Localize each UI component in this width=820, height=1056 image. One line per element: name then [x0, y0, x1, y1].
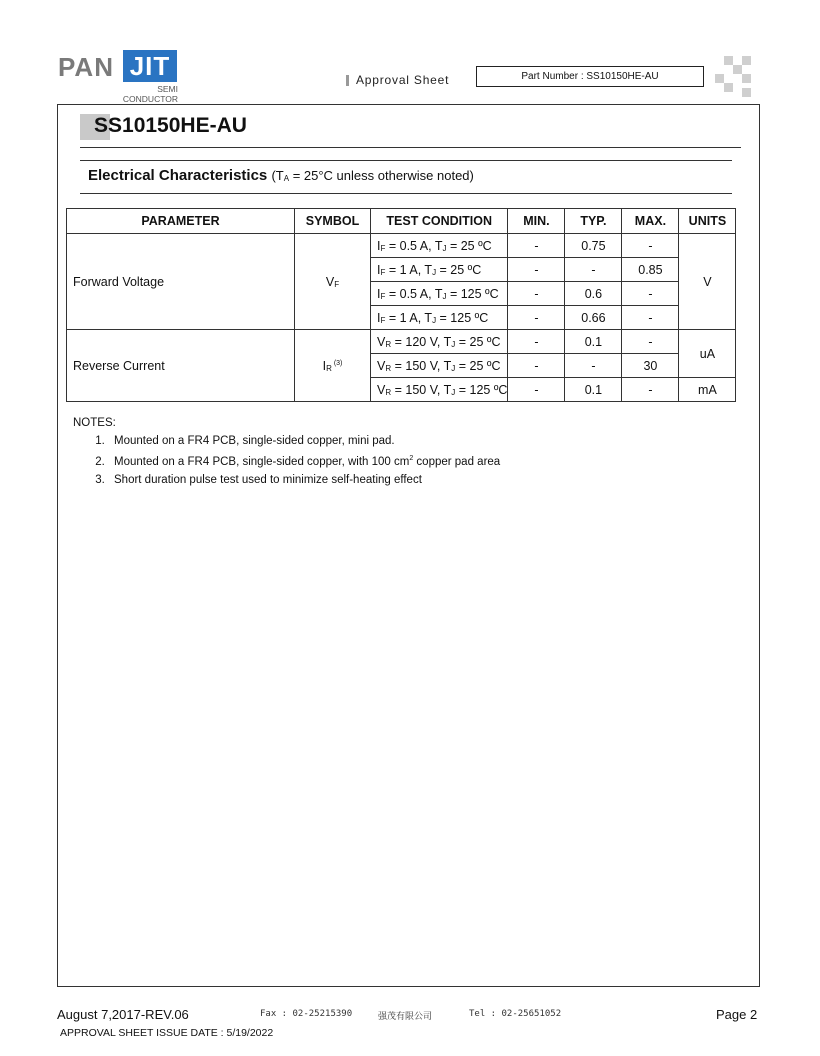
note-item-2: 2. Mounted on a FR4 PCB, single-sided copper, with 100 $cm^2$ copper pad area — [108, 450, 500, 471]
approval-sheet-label: Approval Sheet — [356, 73, 450, 87]
units-v: V — [679, 234, 736, 330]
units-ma: mA — [679, 378, 736, 402]
header-min: MIN. — [508, 209, 565, 234]
footer-tel: Tel : 02-25651052 — [469, 1009, 562, 1019]
table-header-row — [67, 209, 736, 234]
title-rule — [80, 147, 741, 148]
value-typ: 0.6 — [565, 282, 622, 306]
param-reverse-current: Reverse Current — [67, 330, 295, 402]
value-max: - — [622, 234, 679, 258]
value-typ: 0.1 — [565, 330, 622, 354]
test-condition: $V_R = 150$ V, $T_J = 25$ ºC — [371, 354, 508, 378]
table-row — [67, 330, 736, 354]
header-typ: TYP. — [565, 209, 622, 234]
value-max: 30 — [622, 354, 679, 378]
value-min: - — [508, 282, 565, 306]
header-test-condition: TEST CONDITION — [371, 209, 508, 234]
value-max: - — [622, 282, 679, 306]
value-min: - — [508, 354, 565, 378]
logo-subtitle — [120, 84, 178, 104]
test-condition: $V_R = 120$ V, $T_J = 25$ ºC — [371, 330, 508, 354]
value-min: - — [508, 306, 565, 330]
logo-sub-conductor: CONDUCTOR — [122, 94, 178, 104]
value-typ: 0.66 — [565, 306, 622, 330]
section-heading — [88, 167, 474, 184]
value-max: - — [622, 378, 679, 402]
note-item-3: 3. Short duration pulse test used to minimize self-heating effect — [108, 471, 500, 489]
value-min: - — [508, 258, 565, 282]
page-title: SS10150HE-AU — [94, 114, 247, 137]
footer-date-rev: August 7,2017-REV.06 — [57, 1007, 189, 1022]
frame-top-rule — [57, 104, 760, 105]
section-rule-bottom — [80, 193, 732, 194]
param-forward-voltage: Forward Voltage — [67, 234, 295, 330]
notes-heading: NOTES: — [73, 417, 116, 429]
symbol-vf: $V_F$ — [295, 234, 371, 330]
notes-list — [73, 432, 500, 489]
logo-sub-semi: SEMI — [157, 84, 178, 94]
test-condition: $I_F = 1$ A, $T_J = 25$ ºC — [371, 258, 508, 282]
value-typ: - — [565, 258, 622, 282]
note-item-1: 1. Mounted on a FR4 PCB, single-sided copper, mini pad. — [108, 432, 500, 450]
value-max: 0.85 — [622, 258, 679, 282]
footer-fax: Fax : 02-25215390 — [260, 1009, 353, 1019]
test-condition: $I_F = 0.5$ A, $T_J = 25$ ºC — [371, 234, 508, 258]
header-max: MAX. — [622, 209, 679, 234]
header-units: UNITS — [679, 209, 736, 234]
value-min: - — [508, 378, 565, 402]
value-max: - — [622, 330, 679, 354]
test-condition: $I_F = 0.5$ A, $T_J = 125$ ºC — [371, 282, 508, 306]
header-parameter: PARAMETER — [67, 209, 295, 234]
footer-company: 强茂有限公司 — [378, 1012, 433, 1022]
approval-bar-icon — [346, 75, 349, 86]
test-condition: $I_F = 1$ A, $T_J = 125$ ºC — [371, 306, 508, 330]
symbol-ir: $I_R$ $^{(3)}$ — [295, 330, 371, 402]
value-typ: - — [565, 354, 622, 378]
value-min: - — [508, 234, 565, 258]
test-condition: $V_R = 150$ V, $T_J = 125$ ºC — [371, 378, 508, 402]
notes-section — [73, 414, 500, 489]
part-number-box: Part Number : SS10150HE-AU — [476, 66, 704, 87]
value-min: - — [508, 330, 565, 354]
footer-issue-date: APPROVAL SHEET ISSUE DATE : 5/19/2022 — [60, 1027, 274, 1039]
value-typ: 0.1 — [565, 378, 622, 402]
section-heading-text: Electrical Characteristics — [88, 167, 268, 184]
logo-pan-text: PAN — [58, 52, 114, 82]
value-max: - — [622, 306, 679, 330]
section-condition: ($T_A = 25^\circ C$ unless otherwise noted) — [271, 168, 474, 183]
electrical-characteristics-table — [66, 208, 736, 402]
footer-page-number: Page 2 — [716, 1007, 758, 1022]
table-row — [67, 234, 736, 258]
value-typ: 0.75 — [565, 234, 622, 258]
section-rule-top — [80, 160, 732, 161]
logo-jit-badge: JIT — [123, 50, 177, 82]
header-symbol: SYMBOL — [295, 209, 371, 234]
units-ua: uA — [679, 330, 736, 378]
